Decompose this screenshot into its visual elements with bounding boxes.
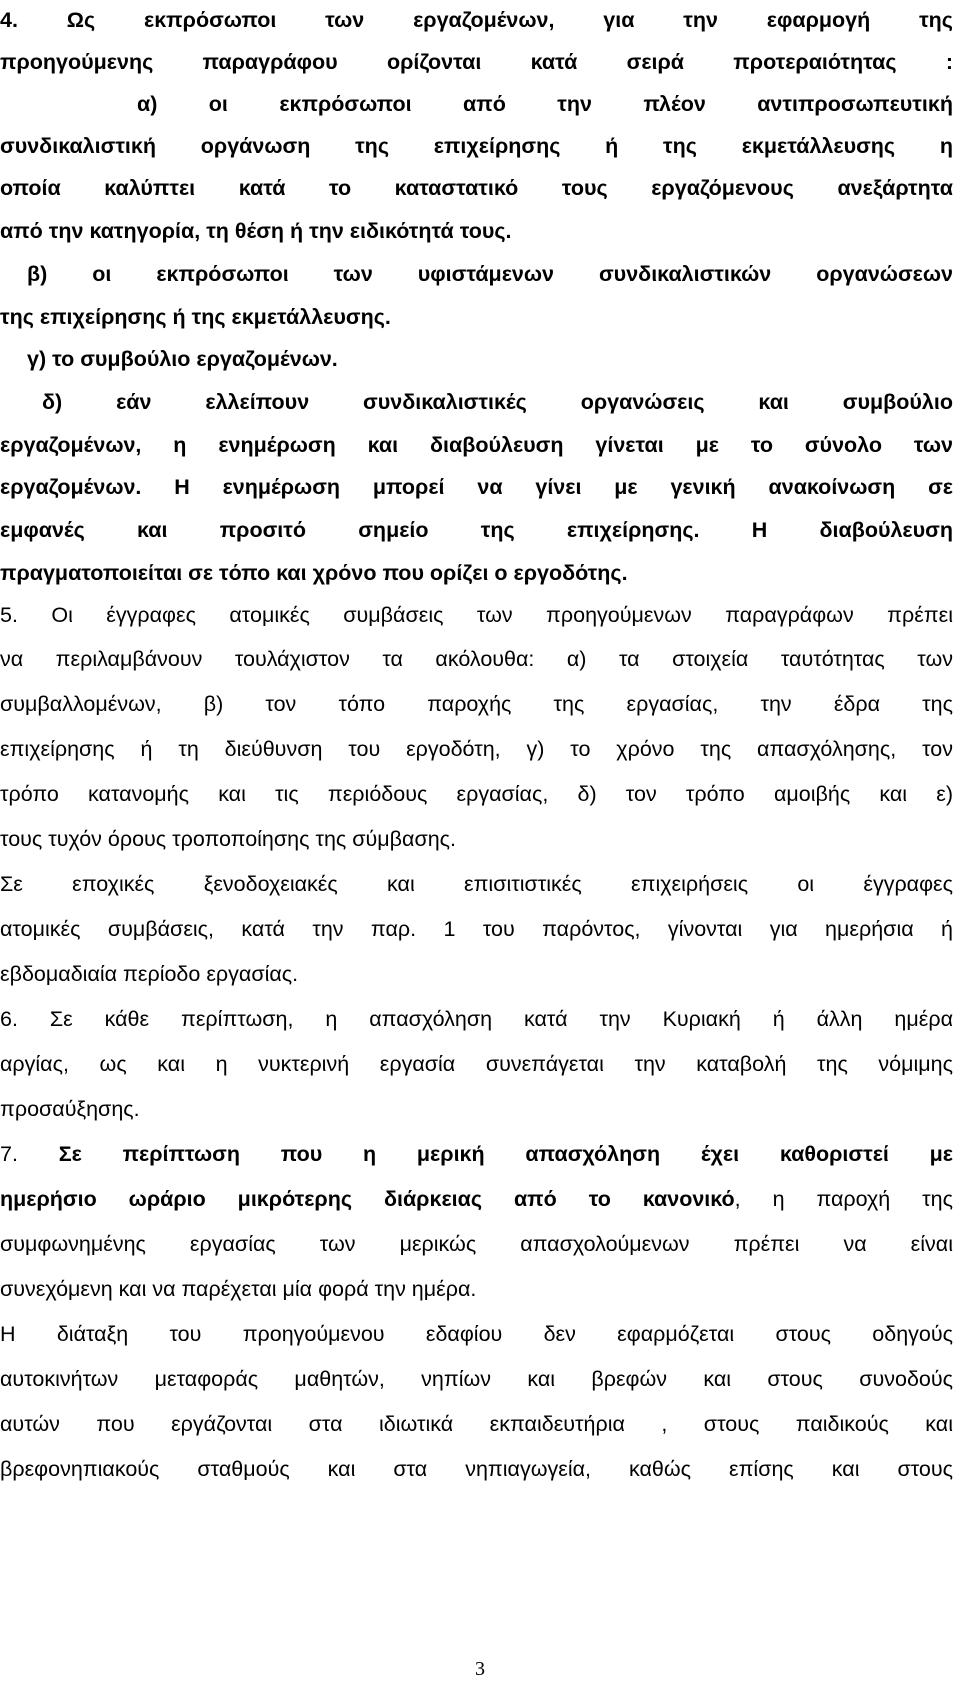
- text-line: [0, 1134, 953, 1174]
- text-line: [0, 999, 953, 1039]
- text-line: [0, 1404, 953, 1444]
- line-text: οποία καλύπτει κατά το καταστατικό τους εργαζόμενους ανεξάρτητα: [0, 176, 953, 200]
- text-line: [0, 467, 953, 507]
- line-text: αργίας, ως και η νυκτερινή εργασία συνεπάγεται την καταβολή της νόμιμης: [0, 1052, 953, 1076]
- text-line: [0, 954, 953, 994]
- text-line: [0, 595, 953, 635]
- line-text: Η διάταξη του προηγούμενου εδαφίου δεν εφαρμόζεται στους οδηγούς: [0, 1322, 953, 1346]
- line-text: εργαζομένων, η ενημέρωση και διαβούλευση γίνεται με το σύνολο των: [0, 433, 953, 457]
- text-line: [0, 1359, 953, 1399]
- line-text: επιχείρησης ή τη διεύθυνση του εργοδότη, γ) το χρόνο της απασχόλησης, τον: [0, 737, 953, 761]
- line-text: εβδομαδιαία περίοδο εργασίας.: [0, 962, 299, 986]
- line-text: γ) το συμβούλιο εργαζομένων.: [27, 347, 338, 371]
- text-line: [0, 819, 953, 859]
- text-line: [0, 0, 953, 40]
- text-line: [0, 1089, 953, 1129]
- line-text: Σε εποχικές ξενοδοχειακές και επισιτιστικές επιχειρήσεις οι έγγραφες: [0, 872, 953, 896]
- line-text: προσαύξησης.: [0, 1097, 140, 1121]
- line-text: δ) εάν ελλείπουν συνδικαλιστικές οργανώσεις και συμβούλιο: [42, 390, 953, 414]
- text-line: [27, 339, 953, 379]
- line-text: εμφανές και προσιτό σημείο της επιχείρησης. Η διαβούλευση: [0, 518, 953, 542]
- line-text: 5. Οι έγγραφες ατομικές συμβάσεις των προηγούμενων παραγράφων πρέπει: [0, 603, 953, 627]
- text-line: [0, 639, 953, 679]
- text-line: [0, 425, 953, 465]
- line-text: αυτοκινήτων μεταφοράς μαθητών, νηπίων και βρεφών και στους συνοδούς: [0, 1367, 953, 1391]
- text-line: [0, 1314, 953, 1354]
- page-number: 3: [475, 1658, 485, 1680]
- line-text-regular: , η παροχή της: [734, 1187, 953, 1211]
- line-text: αυτών που εργάζονται στα ιδιωτικά εκπαιδευτήρια , στους παιδικούς και: [0, 1412, 953, 1436]
- text-line: [0, 553, 953, 593]
- line-text: συνεχόμενη και να παρέχεται μία φορά την ημέρα.: [0, 1277, 477, 1301]
- text-line: [0, 211, 953, 251]
- text-line: [137, 84, 953, 124]
- line-text: της επιχείρησης ή της εκμετάλλευσης.: [0, 305, 391, 329]
- line-text: 4. Ως εκπρόσωποι των εργαζομένων, για την εφαρμογή της: [0, 8, 953, 32]
- text-line: [0, 774, 953, 814]
- line-text: ημερήσιο ωράριο μικρότερης διάρκειας από το κανονικό: [0, 1187, 735, 1211]
- line-text: συνδικαλιστική οργάνωση της επιχείρησης ή της εκμετάλλευσης η: [0, 134, 953, 158]
- text-line: [0, 909, 953, 949]
- line-text: συμβαλλομένων, β) τον τόπο παροχής της εργασίας, την έδρα της: [0, 692, 953, 716]
- line-text: α) οι εκπρόσωποι από την πλέον αντιπροσωπευτική: [137, 92, 953, 116]
- line-text: Σε περίπτωση που η μερική απασχόληση έχει καθοριστεί με: [58, 1142, 953, 1166]
- text-line: [27, 254, 953, 294]
- text-line: [0, 168, 953, 208]
- text-line: [0, 42, 953, 82]
- text-line: [0, 729, 953, 769]
- text-line: [0, 297, 953, 337]
- line-text: βρεφονηπιακούς σταθμούς και στα νηπιαγωγεία, καθώς επίσης και στους: [0, 1457, 953, 1481]
- text-line: [0, 126, 953, 166]
- text-line: [0, 1044, 953, 1084]
- line-text: συμφωνημένης εργασίας των μερικώς απασχολούμενων πρέπει να είναι: [0, 1232, 953, 1256]
- text-line: [0, 1269, 953, 1309]
- line-text: εργαζομένων. Η ενημέρωση μπορεί να γίνει με γενική ανακοίνωση σε: [0, 475, 953, 499]
- line-text: πραγματοποιείται σε τόπο και χρόνο που ορίζει ο εργοδότης.: [0, 561, 628, 585]
- line-text: 6. Σε κάθε περίπτωση, η απασχόληση κατά την Κυριακή ή άλλη ημέρα: [0, 1007, 953, 1031]
- line-text: τους τυχόν όρους τροποποίησης της σύμβασης.: [0, 827, 457, 851]
- text-line: [42, 382, 953, 422]
- line-text: β) οι εκπρόσωποι των υφιστάμενων συνδικαλιστικών οργανώσεων: [27, 262, 953, 286]
- line-text: ατομικές συμβάσεις, κατά την παρ. 1 του παρόντος, γίνονται για ημερήσια ή: [0, 917, 953, 941]
- line-text: από την κατηγορία, τη θέση ή την ειδικότητά τους.: [0, 219, 512, 243]
- line-text: να περιλαμβάνουν τουλάχιστον τα ακόλουθα: α) τα στοιχεία ταυτότητας των: [0, 647, 953, 671]
- text-line: [0, 510, 953, 550]
- paragraph-number: 7.: [0, 1142, 59, 1166]
- line-text: προηγούμενης παραγράφου ορίζονται κατά σειρά προτεραιότητας :: [0, 50, 953, 74]
- line-text: τρόπο κατανομής και τις περιόδους εργασίας, δ) τον τρόπο αμοιβής και ε): [0, 782, 953, 806]
- text-line: [0, 1224, 953, 1264]
- text-line: [0, 1449, 953, 1489]
- text-line: [0, 864, 953, 904]
- text-line: [0, 1179, 953, 1219]
- text-line: [0, 684, 953, 724]
